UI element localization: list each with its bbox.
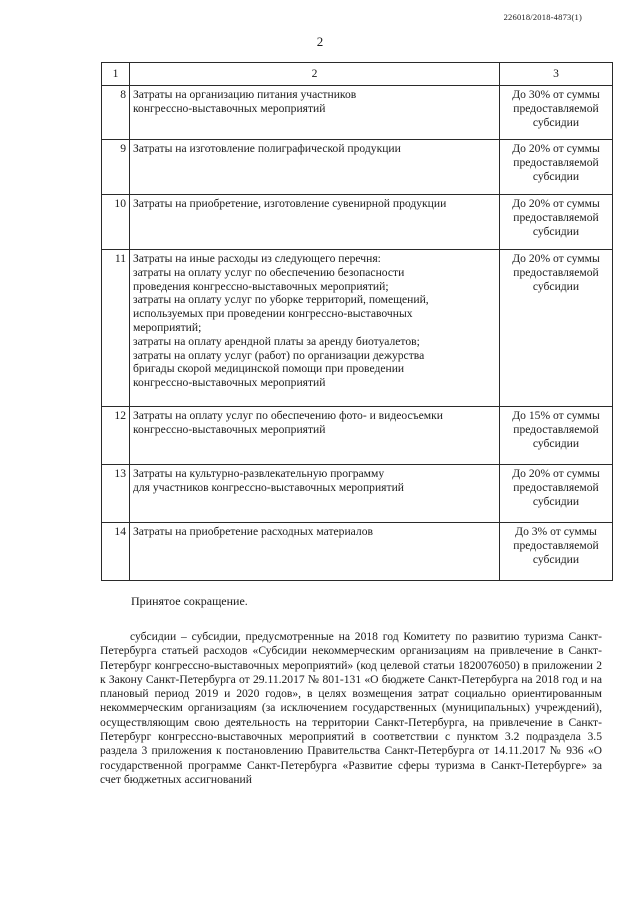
description-line: конгрессно-выставочных мероприятий — [133, 376, 326, 390]
expense-table — [101, 62, 613, 581]
description-line: конгрессно-выставочных мероприятий — [133, 422, 326, 436]
description-line: Затраты на приобретение расходных материалов — [133, 525, 373, 538]
expense-description — [130, 140, 500, 195]
description-line: затраты на оплату услуг (работ) по организации дежурства — [133, 348, 425, 362]
limit-line: предоставляемой — [513, 265, 599, 279]
description-line: Затраты на культурно-развлекательную программу — [133, 467, 385, 480]
limit-line: субсидии — [532, 494, 580, 508]
limit-line: субсидии — [532, 169, 580, 183]
description-line: затраты на оплату услуг по уборке территорий, помещений, — [133, 293, 429, 307]
expense-limit — [500, 250, 613, 407]
row-number: 14 — [102, 523, 130, 581]
limit-line: субсидии — [532, 436, 580, 450]
description-line: Затраты на оплату услуг по обеспечению фото- и видеосъемки — [133, 409, 443, 422]
expense-limit — [500, 140, 613, 195]
row-number: 10 — [102, 195, 130, 250]
description-line: Затраты на изготовление полиграфической продукции — [133, 142, 401, 155]
row-number: 13 — [102, 465, 130, 523]
table-row — [102, 250, 613, 407]
description-line: бригады скорой медицинской помощи при проведении — [133, 362, 405, 376]
expense-limit — [500, 465, 613, 523]
expense-limit — [500, 407, 613, 465]
limit-line: предоставляемой — [513, 101, 599, 115]
table-row — [102, 523, 613, 581]
description-line: для участников конгрессно-выставочных мероприятий — [133, 480, 404, 494]
row-number: 11 — [102, 250, 130, 407]
table-row — [102, 407, 613, 465]
table-row — [102, 86, 613, 140]
table-row — [102, 195, 613, 250]
description-line: Затраты на приобретение, изготовление сувенирной продукции — [133, 197, 447, 210]
limit-line: До 20% от суммы — [512, 142, 600, 155]
limit-line: субсидии — [532, 115, 580, 129]
description-line: затраты на оплату услуг по обеспечению безопасности — [133, 265, 405, 279]
expense-limit — [500, 86, 613, 140]
limit-line: До 30% от суммы — [512, 88, 600, 101]
limit-line: До 3% от суммы — [515, 525, 597, 538]
table-row — [102, 465, 613, 523]
page-number: 2 — [316, 34, 324, 49]
row-number: 9 — [102, 140, 130, 195]
column-header: 1 — [102, 63, 130, 86]
limit-line: субсидии — [532, 224, 580, 238]
limit-line: предоставляемой — [513, 538, 599, 552]
abbreviation-paragraph: субсидии – субсидии, предусмотренные на 2018 год Комитету по развитию туризма Санкт-Петербурга статьей расходов «Субсидии некоммерческим организациям на привлечение в Санкт-Петербург конгрессно-выставочных мероприятий» (код целевой статьи 1820076050) в приложении 2 к Закону Санкт-Петербурга от 29.11.2017 № 801-131 «О бюджете Санкт-Петербурга на 2018 год и на плановый период 2019 и 2020 годов», в целях возмещения затрат социально ориентированным некоммерческим организациям (за исключением государственных (муниципальных) учреждений), осуществляющим свою деятельность на территории Санкт-Петербурга, на привлечение в Санкт-Петербург конгрессно-выставочных мероприятий в соответствии с пунктом 3.2 подраздела 3.5 раздела 3 приложения к постановлению Правительства Санкт-Петербурга от 14.11.2017 № 936 «О государственной программе Санкт-Петербурга «Развитие сферы туризма в Санкт-Петербурге» за счет бюджетных ассигнований — [100, 630, 602, 786]
description-line: используемых при проведении конгрессно-выставочных — [133, 307, 413, 321]
limit-line: До 20% от суммы — [512, 467, 600, 480]
description-line: Затраты на иные расходы из следующего перечня: — [133, 252, 381, 265]
expense-description — [130, 407, 500, 465]
expense-description — [130, 465, 500, 523]
row-number: 8 — [102, 86, 130, 140]
limit-line: субсидии — [532, 552, 580, 566]
table-row — [102, 140, 613, 195]
description-line: проведения конгрессно-выставочных мероприятий; — [133, 279, 389, 293]
limit-line: предоставляемой — [513, 155, 599, 169]
expense-description — [130, 523, 500, 581]
column-header: 3 — [500, 63, 613, 86]
limit-line: предоставляемой — [513, 210, 599, 224]
description-line: затраты на оплату арендной платы за аренду биотуалетов; — [133, 334, 420, 348]
limit-line: предоставляемой — [513, 422, 599, 436]
limit-line: предоставляемой — [513, 480, 599, 494]
description-line: Затраты на организацию питания участников — [133, 88, 357, 101]
row-number: 12 — [102, 407, 130, 465]
table-header-row — [102, 63, 613, 86]
description-line: мероприятий; — [133, 320, 202, 334]
limit-line: До 20% от суммы — [512, 252, 600, 265]
expense-description — [130, 250, 500, 407]
limit-line: До 20% от суммы — [512, 197, 600, 210]
expense-limit — [500, 195, 613, 250]
expense-limit — [500, 523, 613, 581]
column-header: 2 — [130, 63, 500, 86]
description-line: конгрессно-выставочных мероприятий — [133, 101, 326, 115]
expense-description — [130, 86, 500, 140]
abbreviation-title: Принятое сокращение. — [131, 594, 248, 608]
limit-line: субсидии — [532, 279, 580, 293]
limit-line: До 15% от суммы — [512, 409, 600, 422]
expense-description — [130, 195, 500, 250]
document-number: 226018/2018-4873(1) — [503, 12, 582, 22]
